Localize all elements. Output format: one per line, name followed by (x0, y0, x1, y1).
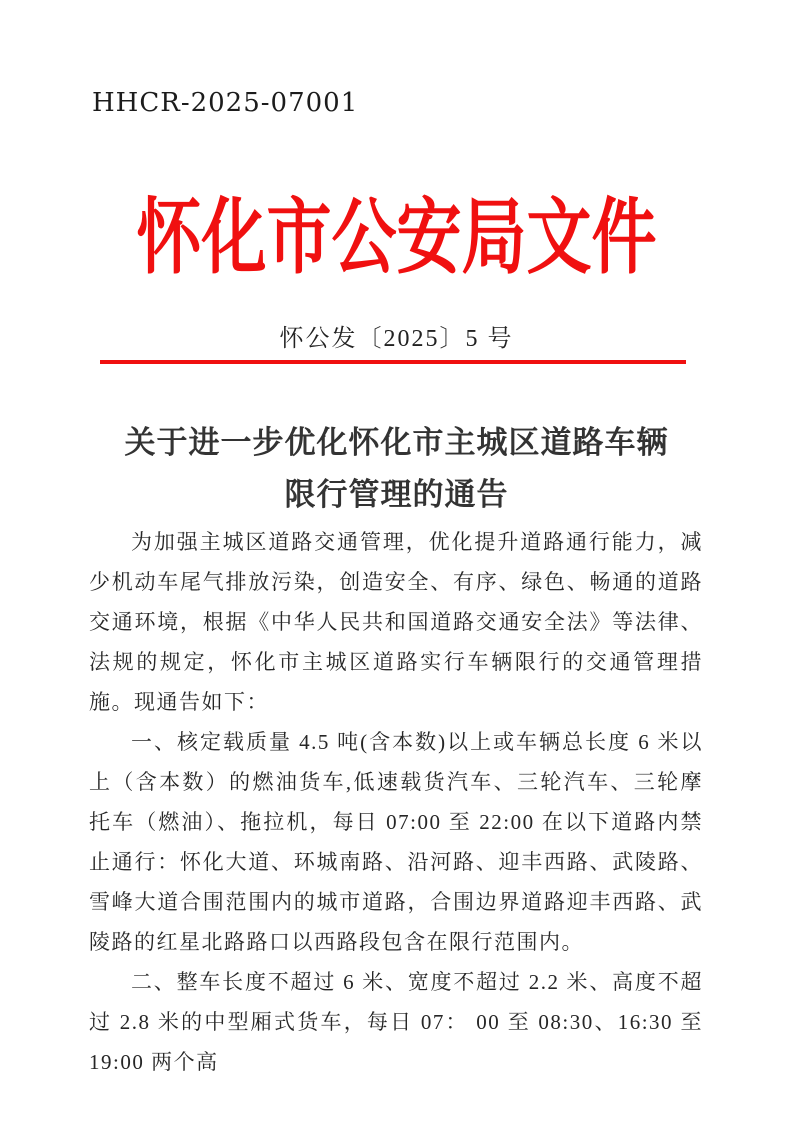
issuing-agency-title: 怀化市公安局文件 (136, 192, 657, 285)
notice-title (0, 417, 793, 521)
body-paragraph-rule-1: 一、核定载质量 4.5 吨(含本数)以上或车辆总长度 6 米以上（含本数）的燃油货车,低速载货汽车、三轮汽车、三轮摩托车（燃油）、拖拉机，每日 07:00 至 22:00 在以下道路内禁止通行：怀化大道、环城南路、沿河路、迎丰西路、武陵路、雪峰大道合围范围内的城市道路，合围边界道路迎丰西路、武陵路的红星北路路口以西路段包含在限行范围内。 (89, 730, 703, 954)
document-number: 怀公发〔2025〕5 号 (279, 326, 514, 352)
body-paragraph-rule-2: 二、整车长度不超过 6 米、宽度不超过 2.2 米、高度不超过 2.8 米的中型厢式货车，每日 07： 00 至 08:30、16:30 至 19:00 两个高 (89, 970, 703, 1074)
document-code: HHCR-2025-07001 (92, 88, 359, 118)
notice-body (89, 522, 703, 1082)
notice-title-line2: 限行管理的通告 (284, 477, 509, 512)
red-divider-line (100, 360, 686, 364)
body-paragraph-intro: 为加强主城区道路交通管理，优化提升道路通行能力，减少机动车尾气排放污染，创造安全、有序、绿色、畅通的道路交通环境，根据《中华人民共和国道路交通安全法》等法律、法规的规定，怀化市主城区道路实行车辆限行的交通管理措施。现通告如下： (89, 530, 703, 714)
notice-title-line1: 关于进一步优化怀化市主城区道路车辆 (124, 425, 669, 460)
